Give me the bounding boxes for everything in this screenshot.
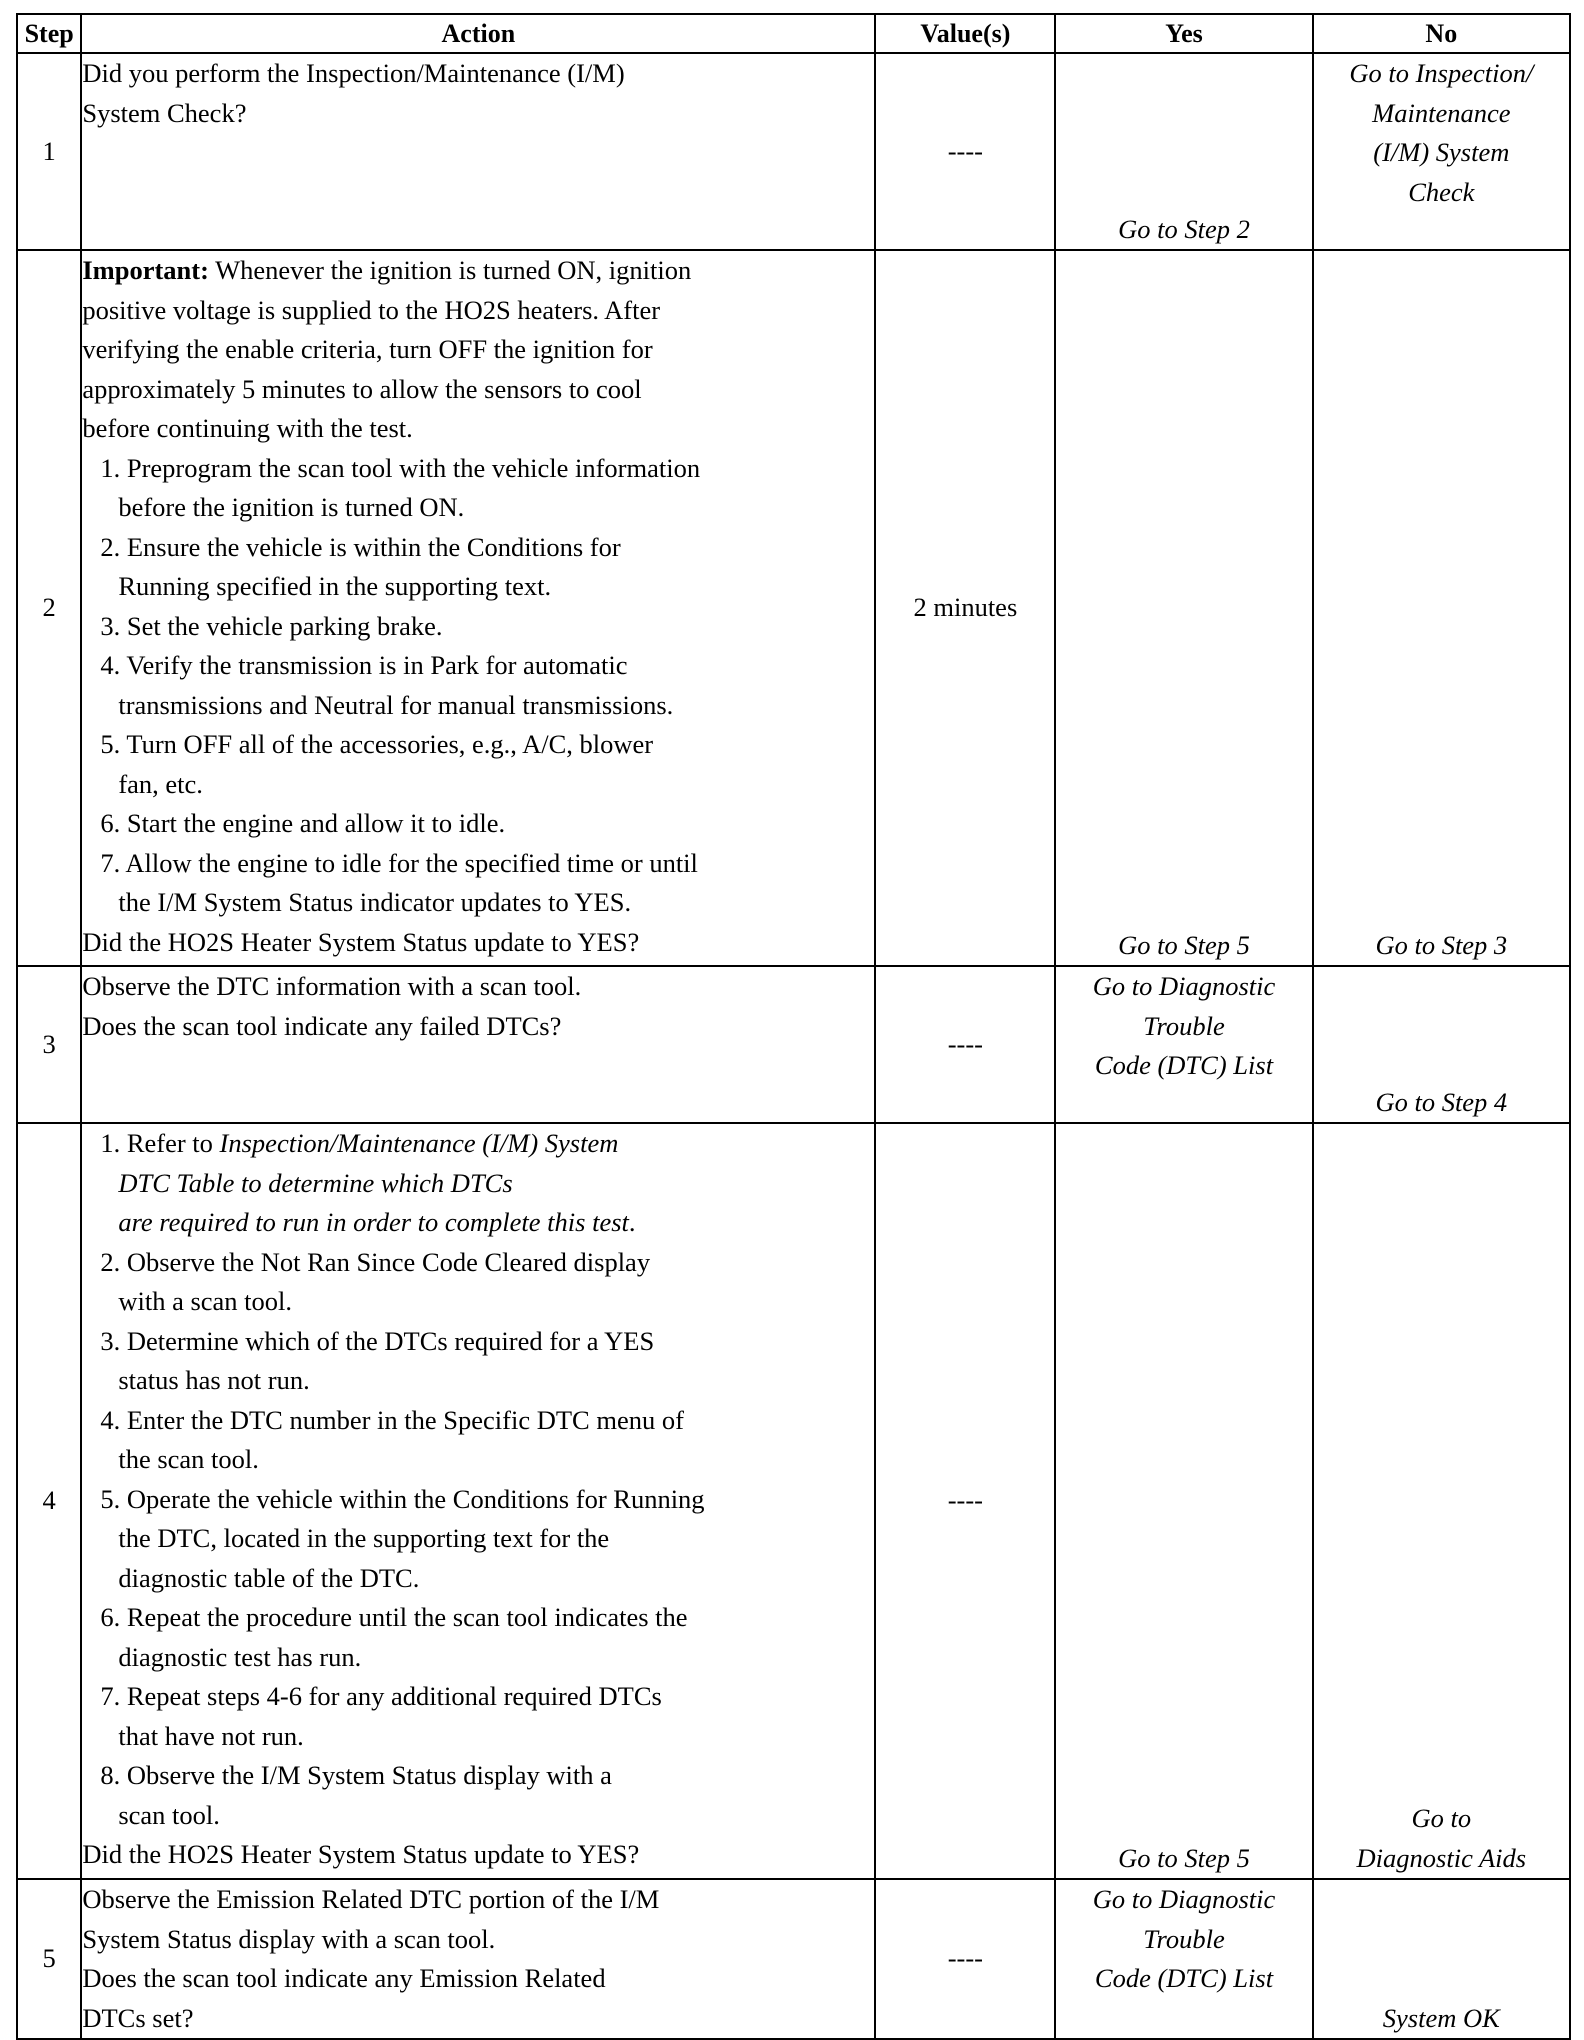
important-text: Whenever the ignition is turned ON, ignition bbox=[208, 255, 692, 285]
procedure-step-cont: the DTC, located in the supporting text for the bbox=[118, 1523, 610, 1553]
important-line: verifying the enable criteria, turn OFF the ignition for bbox=[82, 334, 653, 364]
yes-line: Go to Diagnostic bbox=[1092, 1884, 1276, 1914]
procedure-step: 2. Ensure the vehicle is within the Conditions for bbox=[100, 531, 621, 562]
action-cell bbox=[81, 966, 875, 1123]
procedure-step-cont: the I/M System Status indicator updates to YES. bbox=[118, 887, 632, 917]
procedure-step-cont: diagnostic test has run. bbox=[118, 1641, 362, 1672]
important-label: Important: bbox=[82, 255, 209, 285]
action-line: Observe the DTC information with a scan tool. bbox=[82, 971, 582, 1001]
procedure-step-reference: DTC Table to determine which DTCs bbox=[118, 1167, 513, 1198]
procedure-step: 7. Allow the engine to idle for the specified time or until bbox=[100, 847, 698, 878]
header-no: No bbox=[1313, 14, 1570, 53]
yes-line: Trouble bbox=[1143, 1923, 1225, 1954]
yes-cell: Go to Step 5 bbox=[1055, 1123, 1312, 1879]
no-line: Diagnostic Aids bbox=[1356, 1842, 1527, 1873]
table-row-step-2 bbox=[17, 250, 1570, 966]
no-line: Check bbox=[1408, 176, 1475, 207]
procedure-step: 5. Turn OFF all of the accessories, e.g., A/C, blower bbox=[100, 729, 654, 759]
procedure-step: 7. Repeat steps 4-6 for any additional required DTCs bbox=[100, 1681, 662, 1711]
procedure-step: 2. Observe the Not Ran Since Code Cleared display bbox=[100, 1246, 651, 1277]
procedure-step-reference: are required to run in order to complete this test bbox=[118, 1207, 629, 1237]
no-line: Go to Inspection/ bbox=[1349, 58, 1534, 88]
no-line: Maintenance bbox=[1372, 97, 1511, 128]
action-line: Observe the Emission Related DTC portion of the I/M bbox=[82, 1884, 660, 1914]
action-line: Did you perform the Inspection/Maintenance (I/M) bbox=[82, 58, 625, 88]
procedure-step: 6. Start the engine and allow it to idle. bbox=[100, 808, 506, 838]
table-row-step-3 bbox=[17, 966, 1570, 1123]
table-row-step-1 bbox=[17, 53, 1570, 250]
action-line: DTCs set? bbox=[82, 2002, 194, 2033]
procedure-step: 4. Enter the DTC number in the Specific DTC menu of bbox=[100, 1404, 684, 1435]
procedure-step-cont bbox=[82, 1203, 874, 1243]
no-cell: Go to Step 4 bbox=[1313, 966, 1570, 1123]
procedure-step-cont: that have not run. bbox=[118, 1720, 304, 1751]
procedure-step: 1. Preprogram the scan tool with the vehicle information bbox=[100, 452, 701, 483]
value-cell: ---- bbox=[875, 53, 1055, 250]
value-cell: ---- bbox=[875, 1879, 1055, 2039]
procedure-step-cont: with a scan tool. bbox=[118, 1286, 293, 1316]
action-line: System Check? bbox=[82, 97, 247, 128]
no-line: Go to bbox=[1411, 1803, 1472, 1833]
action-cell bbox=[81, 53, 875, 250]
header-step: Step bbox=[17, 14, 81, 53]
value-cell: ---- bbox=[875, 1123, 1055, 1879]
procedure-step-reference: Inspection/Maintenance (I/M) System bbox=[219, 1128, 619, 1158]
yes-cell: Go to Step 2 bbox=[1055, 53, 1312, 250]
no-cell: System OK bbox=[1313, 1879, 1570, 2039]
procedure-step: 4. Verify the transmission is in Park for automatic bbox=[100, 650, 628, 680]
procedure-step-cont: status has not run. bbox=[118, 1365, 310, 1395]
yes-cell: Go to Step 5 bbox=[1055, 250, 1312, 966]
action-cell bbox=[81, 1123, 875, 1879]
important-line: approximately 5 minutes to allow the sensors to cool bbox=[82, 373, 642, 404]
procedure-step: 3. Set the vehicle parking brake. bbox=[100, 610, 443, 641]
header-row bbox=[17, 14, 1570, 53]
header-yes: Yes bbox=[1055, 14, 1312, 53]
diagnostic-table bbox=[16, 13, 1571, 2040]
procedure-step-cont: the scan tool. bbox=[118, 1444, 259, 1474]
procedure-step-cont: scan tool. bbox=[118, 1799, 220, 1830]
action-cell bbox=[81, 250, 875, 966]
value-cell: 2 minutes bbox=[875, 250, 1055, 966]
question: Did the HO2S Heater System Status update to YES? bbox=[82, 926, 640, 957]
important-note bbox=[82, 251, 874, 291]
procedure-step-cont: fan, etc. bbox=[118, 768, 203, 799]
no-line: (I/M) System bbox=[1373, 137, 1510, 167]
procedure-step-prefix: 1. Refer to bbox=[100, 1128, 220, 1158]
action-line: Does the scan tool indicate any Emission Related bbox=[82, 1963, 606, 1993]
no-cell bbox=[1313, 1123, 1570, 1879]
action-line: System Status display with a scan tool. bbox=[82, 1923, 496, 1954]
question: Did the HO2S Heater System Status update to YES? bbox=[82, 1839, 640, 1869]
procedure-step: 6. Repeat the procedure until the scan tool indicates the bbox=[100, 1602, 688, 1632]
step-number: 2 bbox=[17, 250, 81, 966]
header-action: Action bbox=[81, 14, 875, 53]
procedure-step-cont: before the ignition is turned ON. bbox=[118, 492, 465, 522]
yes-line: Go to Diagnostic bbox=[1092, 971, 1276, 1001]
no-cell: Go to Step 3 bbox=[1313, 250, 1570, 966]
yes-cell bbox=[1055, 966, 1312, 1123]
step-number: 3 bbox=[17, 966, 81, 1123]
action-cell bbox=[81, 1879, 875, 2039]
procedure-step-suffix: . bbox=[628, 1207, 636, 1237]
table-row-step-4 bbox=[17, 1123, 1570, 1879]
no-cell bbox=[1313, 53, 1570, 250]
yes-line: Trouble bbox=[1143, 1010, 1225, 1041]
header-value: Value(s) bbox=[875, 14, 1055, 53]
yes-cell bbox=[1055, 1879, 1312, 2039]
procedure-step: 5. Operate the vehicle within the Conditions for Running bbox=[100, 1483, 705, 1514]
yes-line: Code (DTC) List bbox=[1094, 1050, 1274, 1080]
procedure-step-cont: Running specified in the supporting text. bbox=[118, 571, 552, 601]
table-row-step-5 bbox=[17, 1879, 1570, 2039]
procedure-step-cont: transmissions and Neutral for manual transmissions. bbox=[118, 689, 674, 720]
procedure-step: 3. Determine which of the DTCs required for a YES bbox=[100, 1325, 655, 1356]
important-line: positive voltage is supplied to the HO2S heaters. After bbox=[82, 294, 661, 325]
value-cell: ---- bbox=[875, 966, 1055, 1123]
step-number: 5 bbox=[17, 1879, 81, 2039]
procedure-step-cont: diagnostic table of the DTC. bbox=[118, 1562, 420, 1593]
yes-line: Code (DTC) List bbox=[1094, 1963, 1274, 1993]
step-number: 4 bbox=[17, 1123, 81, 1879]
action-line: Does the scan tool indicate any failed DTCs? bbox=[82, 1010, 562, 1041]
important-line: before continuing with the test. bbox=[82, 413, 413, 443]
step-number: 1 bbox=[17, 53, 81, 250]
procedure-step bbox=[82, 1124, 874, 1164]
procedure-step: 8. Observe the I/M System Status display with a bbox=[100, 1760, 612, 1790]
